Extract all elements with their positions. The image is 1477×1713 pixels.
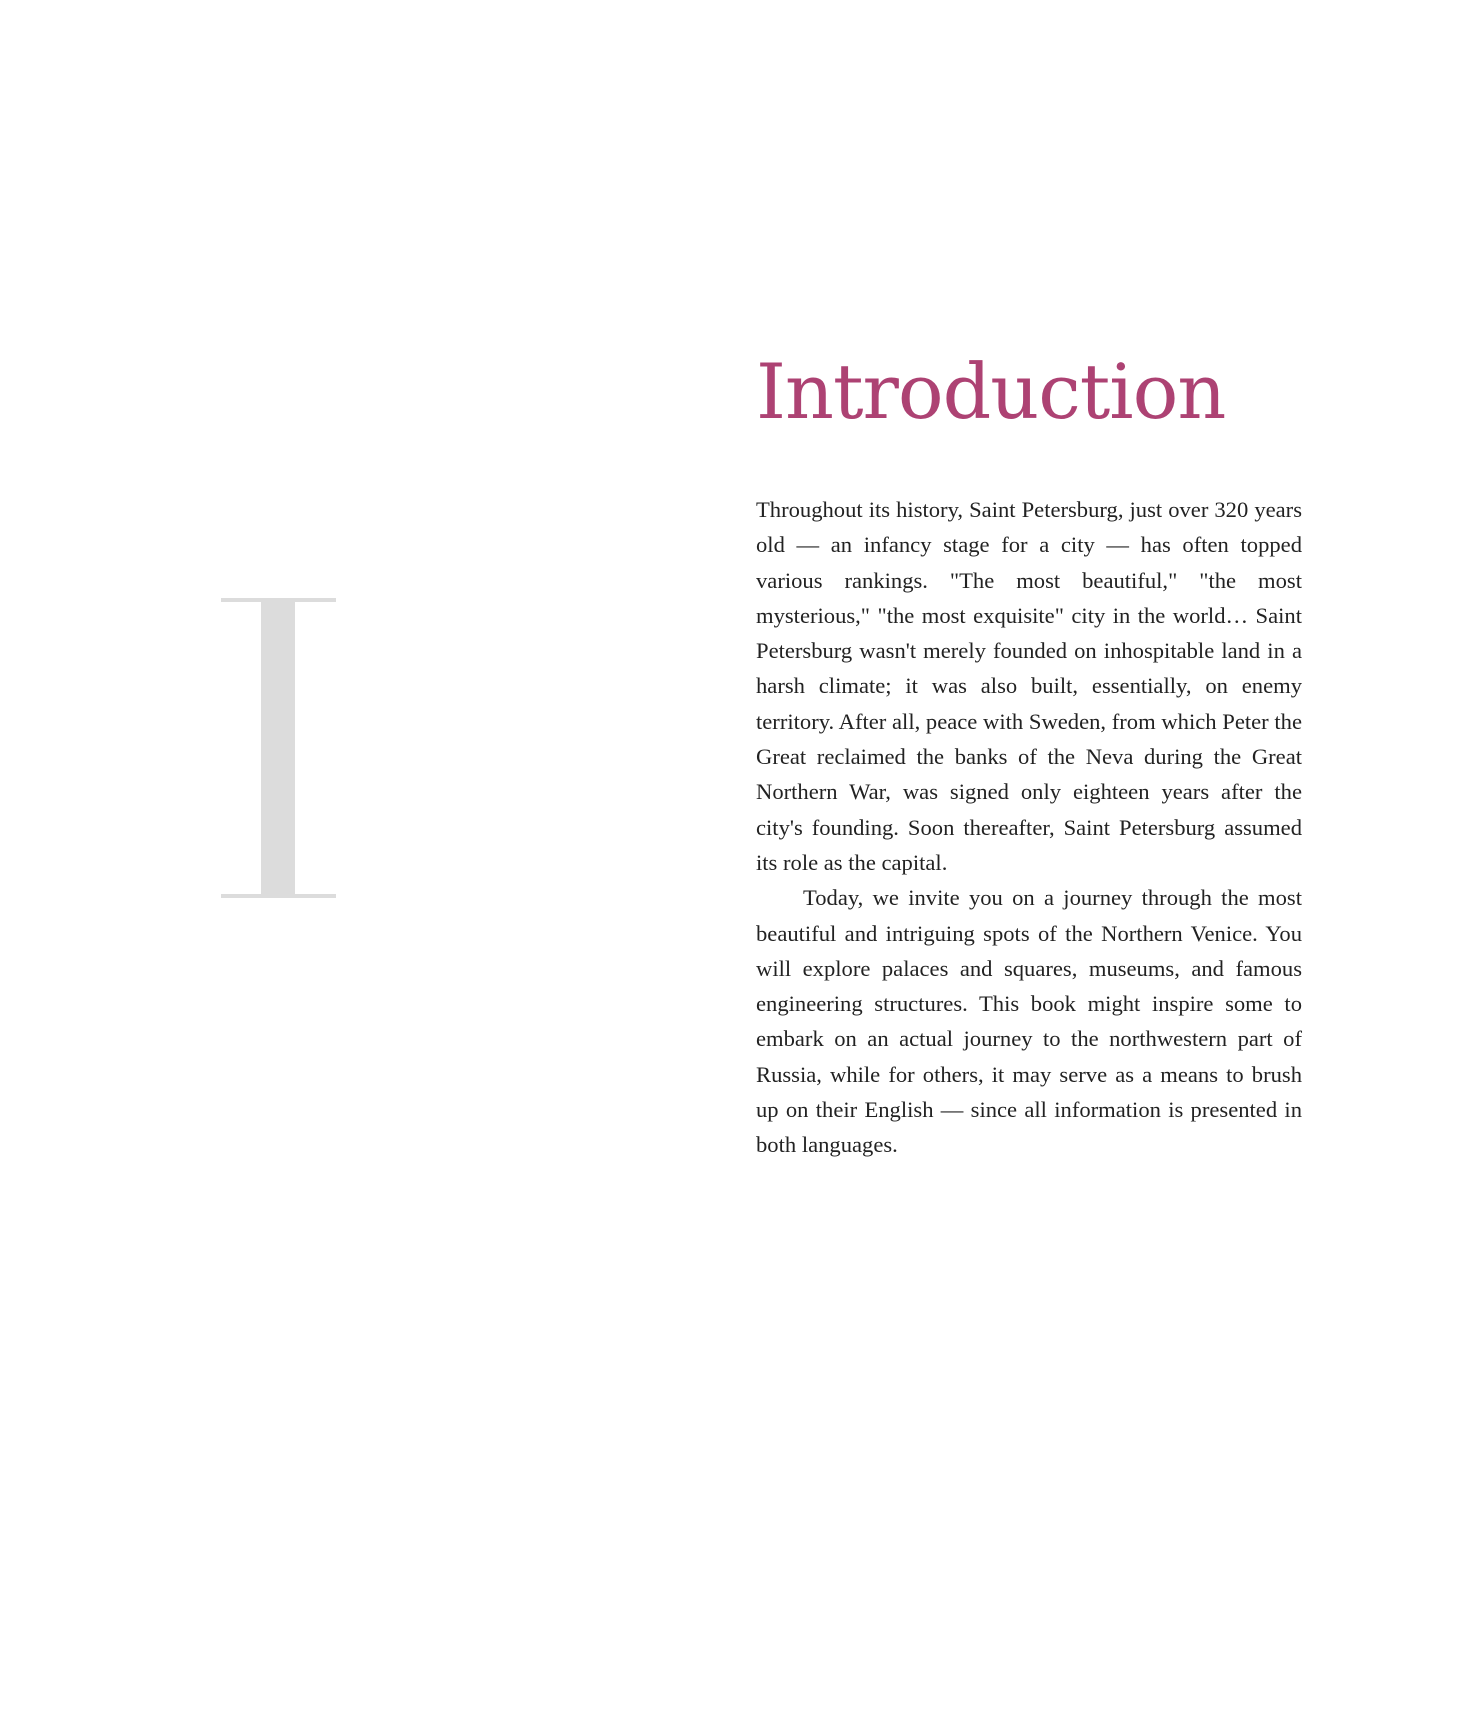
intro-body [756,492,1302,1163]
drop-letter-stem [261,602,295,894]
paragraph-2: Today, we invite you on a journey through the most beautiful and intriguing spots of the Northern Venice. You will explore palaces and squares, museums, and famous engineering structures. This book might inspire some to embark on an actual journey to the northwestern part of Russia, while for others, it may serve as a means to brush up on their English — since all information is presented in both languages. [756,885,1302,1158]
paragraph-1: Throughout its history, Saint Petersburg, just over 320 years old — an infancy stage for a city — has often topped various rankings. "The most beautiful," "the most mysterious," "the most exquisite" city in the world… Saint Petersburg wasn't merely founded on inhospitable land in a harsh climate; it was also built, essentially, on enemy territory. After all, peace with Sweden, from which Peter the Great reclaimed the banks of the Neva during the Great Northern War, was signed only eighteen years after the city's founding. Soon thereafter, Saint Petersburg assumed its role as the capital. [756,497,1302,875]
page-title: Introduction [756,347,1226,436]
decorative-drop-letter-i [221,598,336,898]
drop-letter-bottom-serif [221,894,336,898]
